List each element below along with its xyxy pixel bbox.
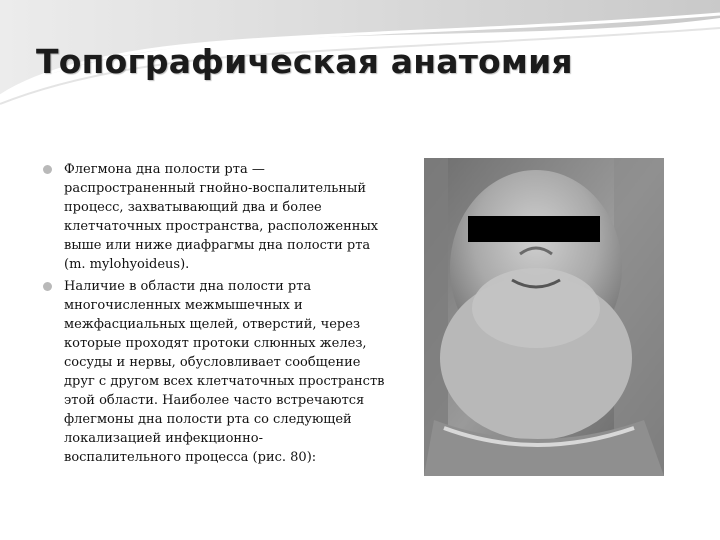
bullet-dot-icon xyxy=(43,165,52,174)
bullet-line: воспалительного процесса (рис. 80): xyxy=(64,450,317,465)
bullet-line: Наличие в области дна полости рта xyxy=(64,279,312,294)
bullet-line: флегмоны дна полости рта со следующей xyxy=(64,412,352,427)
bullet-list xyxy=(40,160,408,470)
bullet-line: этой области. Наиболее часто встречаются xyxy=(64,393,365,408)
bullet-line: выше или ниже диафрагмы дна полости рта xyxy=(64,238,371,253)
bullet-dot-icon xyxy=(43,282,52,291)
bullet-line: локализацией инфекционно- xyxy=(64,431,263,446)
bullet-line: распространенный гнойно-воспалительный xyxy=(64,181,367,196)
bullet-line: клетчаточных пространства, расположенных xyxy=(64,219,379,234)
slide-title: Топографическая анатомия xyxy=(36,42,573,81)
patient-photo xyxy=(424,158,664,476)
bullet-item xyxy=(40,160,408,274)
bullet-line: процесс, захватывающий два и более xyxy=(64,200,322,215)
bullet-line: межфасциальных щелей, отверстий, через xyxy=(64,317,361,332)
bullet-line: (m. mylohyoideus). xyxy=(64,257,190,272)
bullet-line: которые проходят протоки слюнных желез, xyxy=(64,336,367,351)
bullet-line: многочисленных межмышечных и xyxy=(64,298,303,313)
patient-neck-photo-icon xyxy=(424,158,664,476)
bullet-line: друг с другом всех клетчаточных пространств xyxy=(64,374,385,389)
bullet-line: сосуды и нервы, обусловливает сообщение xyxy=(64,355,361,370)
bullet-item xyxy=(40,277,408,467)
bullet-line: Флегмона дна полости рта — xyxy=(64,162,265,177)
